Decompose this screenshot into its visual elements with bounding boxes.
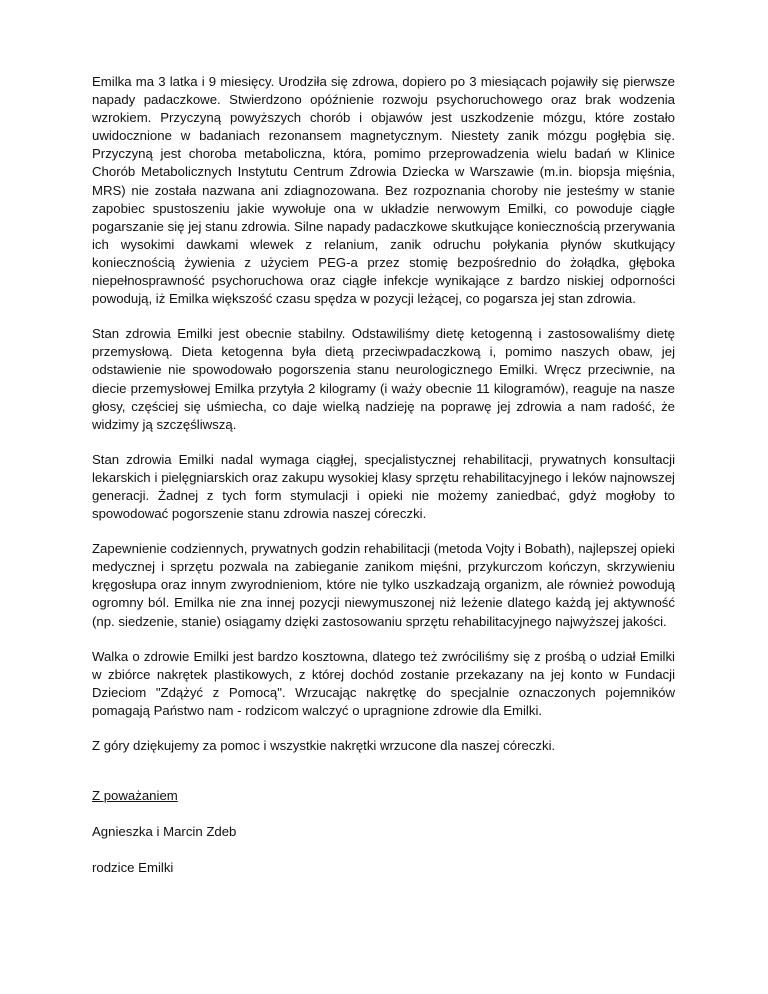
closing-block xyxy=(92,787,675,877)
signature-names: Agnieszka i Marcin Zdeb xyxy=(92,824,237,840)
salutation: Z poważaniem xyxy=(92,788,178,804)
paragraph-daily-care: Zapewnienie codziennych, prywatnych godzin rehabilitacji (metoda Vojty i Bobath), najlepszej opieki medycznej i sprzętu pozwala na zabieganie zanikom mięśni, przykurczom kończyn, skrzywieniu kręgosłupa oraz innym zwyrodnieniom, które nie tylko uszkadzają organizm, ale również powodują ogromny ból. Emilka nie zna innej pozycji niewymuszonej niż leżenie dlatego każdą jej aktywność (np. siedzenie, stanie) osiągamy dzięki zastosowaniu sprzętu rehabilitacyjnego najwyższej jakości. xyxy=(92,541,675,629)
letter-body xyxy=(92,73,675,895)
paragraph-thanks: Z góry dziękujemy za pomoc i wszystkie nakrętki wrzucone dla naszej córeczki. xyxy=(92,738,556,753)
signature-role: rodzice Emilki xyxy=(92,860,174,876)
paragraph-rehabilitation-needs: Stan zdrowia Emilki nadal wymaga ciągłej, specjalistycznej rehabilitacji, prywatnych konsultacji lekarskich i pielęgniarskich oraz zakupu wysokiej klasy sprzętu rehabilitacyjnego i leków najnowszej generacji. Żadnej z tych form stymulacji i opieki nie możemy zaniedbać, gdyż mogłoby to spowodować pogorszenie stanu zdrowia naszej córeczki. xyxy=(92,451,675,522)
paragraph-diagnosis: Emilka ma 3 latka i 9 miesięcy. Urodziła się zdrowa, dopiero po 3 miesiącach pojawiły się pierwsze napady padaczkowe. Stwierdzono opóźnienie rozwoju psychoruchowego oraz brak wodzenia wzrokiem. Przyczyną powyższych chorób i objawów jest uszkodzenie mózgu, które zostało uwidocznione w badaniach rezonansem magnetycznym. Niestety zanik mózgu pogłębia się. Przyczyną jest choroba metaboliczna, która, pomimo przeprowadzenia wielu badań w Klinice Chorób Metabolicznych Instytutu Centrum Zdrowia Dziecka w Warszawie (m.in. biopsja mięśnia, MRS) nie została nazwana ani zdiagnozowana. Bez rozpoznania choroby nie jesteśmy w stanie zapobiec spustoszeniu jakie wywołuje ona w układzie nerwowym Emilki, co powoduje ciągłe pogarszanie się jej stanu zdrowia. Silne napady padaczkowe skutkujące koniecznością przerywania ich wysokimi dawkami wlewek z relanium, zanik odruchu połykania płynów skutkujący koniecznością żywienia z użyciem PEG-a przez stomię bezpośrednio do żołądka, głęboka niepełnosprawność psychoruchowa oraz ciągłe infekcje wynikające z bardzo niskiej odporności powodują, iż Emilka większość czasu spędza w pozycji leżącej, co pogarsza jej stan zdrowia. xyxy=(92,74,675,307)
paragraph-current-state: Stan zdrowia Emilki jest obecnie stabilny. Odstawiliśmy dietę ketogenną i zastosowaliśmy dietę przemysłową. Dieta ketogenna była dietą przeciwpadaczkową i, pomimo naszych obaw, jej odstawienie nie spowodowało pogorszenia stanu neurologicznego Emilki. Wręcz przeciwnie, na diecie przemysłowej Emilka przytyła 2 kilogramy (i waży obecnie 11 kilogramów), reaguje na nasze głosy, częściej się uśmiecha, co daje wielką nadzieję na poprawę jej zdrowia a nam radość, że widzimy ją szczęśliwszą. xyxy=(92,326,675,432)
paragraph-cap-collection: Walka o zdrowie Emilki jest bardzo kosztowna, dlatego też zwróciliśmy się z prośbą o udział Emilki w zbiórce nakrętek plastikowych, z której dochód zostanie przekazany na jej konto w Fundacji Dzieciom "Zdążyć z Pomocą". Wrzucając nakrętkę do specjalnie oznaczonych pojemników pomagają Państwo nam - rodzicom walczyć o upragnione zdrowie dla Emilki. xyxy=(92,648,675,718)
